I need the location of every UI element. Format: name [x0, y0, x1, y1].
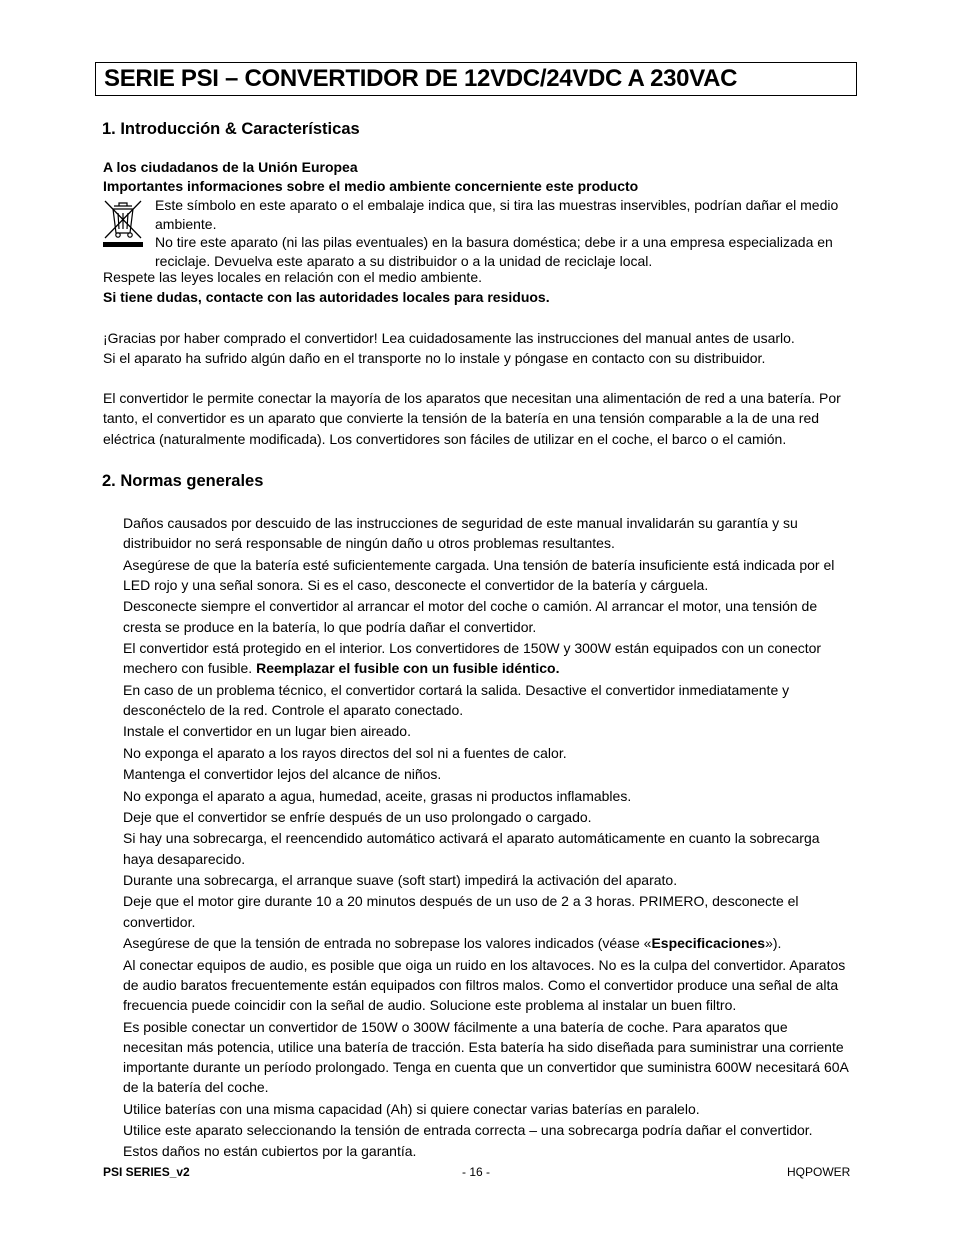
- list-item: Utilice este aparato seleccionando la tensión de entrada correcta – una sobrecarga podría dañar el convertidor. Estos daños no están cubiertos por la garantía.: [123, 1122, 813, 1159]
- list-item: Desconecte siempre el convertidor al arrancar el motor del coche o camión. Al arrancar el motor, una tensión de cresta se produce en la batería, lo que podría dañar el convertidor.: [123, 598, 818, 635]
- list-item: [123, 933, 851, 953]
- list-item: No exponga el aparato a los rayos directos del sol ni a fuentes de calor.: [123, 744, 567, 761]
- eu-citizens-line: A los ciudadanos de la Unión Europea: [103, 159, 358, 175]
- spec-after-text: »).: [765, 935, 782, 952]
- list-item: Deje que el convertidor se enfríe después de un uso prolongado o cargado.: [123, 809, 592, 825]
- contact-authorities-line: Si tiene dudas, contacte con las autoridades locales para residuos.: [103, 289, 550, 305]
- footer-right: HQPOWER: [787, 1165, 851, 1179]
- weee-text-2: No tire este aparato (ni las pilas eventuales) en la basura doméstica; debe ir a una empresa especializada en reciclaje. Devuelva este aparato a su distribuidor o a la unidad de reciclaje local.: [155, 234, 833, 269]
- list-item: Utilice baterías con una misma capacidad (Ah) si quiere conectar varias baterías en paralelo.: [123, 1100, 700, 1117]
- crossed-out-wheelie-bin-icon: [101, 198, 145, 248]
- weee-text-1: Este símbolo en este aparato o el embalaje indica que, si tira las muestras inservibles, podrían dañar el medio ambiente.: [155, 197, 839, 232]
- environment-info-line: Importantes informaciones sobre el medio ambiente concerniente este producto: [103, 178, 639, 194]
- fuse-bold-text: Reemplazar el fusible con un fusible idéntico.: [256, 660, 560, 677]
- spec-text: Asegúrese de que la tensión de entrada no sobrepase los valores indicados (véase «: [123, 935, 652, 952]
- list-item: Daños causados por descuido de las instrucciones de seguridad de este manual invalidarán su garantía y su distribuidor no será responsable de ningún daño u otros problemas resultantes.: [123, 515, 798, 552]
- list-item: Al conectar equipos de audio, es posible que oiga un ruido en los altavoces. No es la culpa del convertidor. Aparatos de audio baratos frecuentemente están equipados con filtros malos. Como el convertidor produce una señal de alta frecuencia puede coincidir con la señal de audio. Solucione este problema al instalar un buen filtro.: [123, 956, 846, 1014]
- section-heading-intro: 1. Introducción & Características: [102, 120, 360, 138]
- list-item: Es posible conectar un convertidor de 150W o 300W fácilmente a una batería de coche. Para aparatos que necesitan más potencia, utilice una batería de tracción. Esta batería ha sido diseñada para suministrar una corriente importante durante un período prolongado. Tenga en cuenta que un convertidor que suministra 600W necesitará 60A de la batería del coche.: [123, 1018, 849, 1096]
- page-title-text: SERIE PSI – CONVERTIDOR DE 12VDC/24VDC A 230VAC: [104, 65, 738, 92]
- list-item: Instale el convertidor en un lugar bien aireado.: [123, 723, 411, 740]
- list-item: Deje que el motor gire durante 10 a 20 minutos después de un uso de 2 a 3 horas. PRIMERO, desconecte el convertidor.: [123, 893, 799, 930]
- list-item: Durante una sobrecarga, el arranque suave (soft start) impedirá la activación del aparato.: [123, 872, 678, 889]
- list-item: En caso de un problema técnico, el convertidor cortará la salida. Desactive el convertidor inmediatamente y desconéctelo de la red. Controle el aparato conectado.: [123, 681, 790, 719]
- thanks-line-1: ¡Gracias por haber comprado el convertidor! Lea cuidadosamente las instrucciones del manual antes de usarlo.: [103, 330, 795, 346]
- footer-left: PSI SERIES_v2: [103, 1165, 190, 1179]
- safety-rules-list: [123, 513, 851, 1162]
- thanks-line-2: Si el aparato ha sufrido algún daño en el transporte no lo instale y póngase en contacto con su distribuidor.: [103, 350, 766, 366]
- section-heading-general-rules: 2. Normas generales: [102, 472, 264, 490]
- list-item: Si hay una sobrecarga, el reencendido automático activará el aparato automáticamente en cuanto la sobrecarga haya desaparecido.: [123, 830, 820, 867]
- list-item: No exponga el aparato a agua, humedad, aceite, grasas ni productos inflamables.: [123, 787, 632, 804]
- list-item: Mantenga el convertidor lejos del alcance de niños.: [123, 766, 442, 783]
- spec-bold-text: Especificaciones: [651, 935, 766, 952]
- page-title: [95, 62, 857, 96]
- respect-laws-line: Respete las leyes locales en relación con el medio ambiente.: [103, 269, 482, 285]
- list-item: Asegúrese de que la batería esté suficientemente cargada. Una tensión de batería insuficiente está indicada por el LED rojo y una señal sonora. Si es el caso, desconecte el convertidor de la batería y cárguela.: [123, 556, 835, 593]
- list-item: [123, 638, 851, 679]
- fuse-text: El convertidor está protegido en el interior. Los convertidores de 150W y 300W están equipados con un conector mechero con fusible.: [123, 640, 822, 677]
- intro-paragraph: El convertidor le permite conectar la mayoría de los aparatos que necesitan una alimentación de red a una batería. Por tanto, el convertidor es un aparato que convierte la tensión de la batería en una tensión comparable a la de una red eléctrica (naturalmente modificada). Los convertidores son fáciles de utilizar en el coche, el barco o el camión.: [103, 390, 841, 447]
- footer-page-number: - 16 -: [462, 1165, 491, 1179]
- weee-description: [155, 196, 850, 270]
